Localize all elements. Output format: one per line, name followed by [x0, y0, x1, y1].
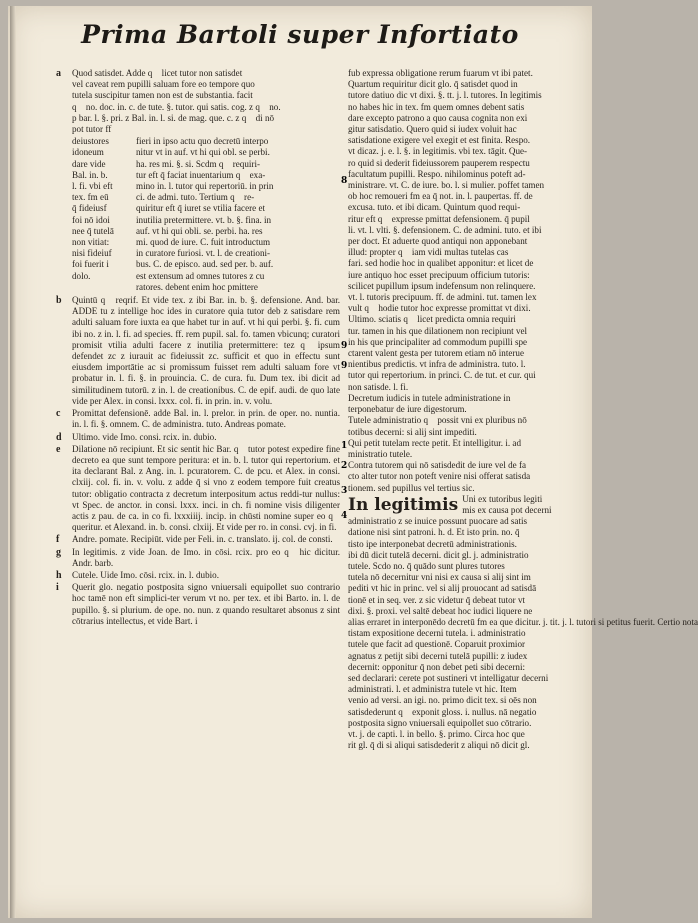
- text-line: dare vide: [72, 158, 106, 169]
- text-line: tionē et in seq. ver. z sic videtur q̄ debeat tutor vt: [348, 594, 526, 605]
- text-line: foi fuerit i: [72, 259, 109, 270]
- text-line: bus. C. de episco. aud. sed per. b. auf.: [136, 259, 274, 270]
- note-letter: h: [56, 569, 62, 581]
- note-letter: e: [56, 443, 61, 455]
- text-line: per doct. Et aduerte quod antiqui non apponebant: [348, 236, 528, 247]
- text-line: nee q̄ tutelā: [72, 225, 114, 236]
- text-line: idoneum: [72, 147, 104, 158]
- text-line: fari. sed hodie hoc in qualibet apponitur: et licet de: [348, 258, 534, 269]
- text-line: ministrare. vt. C. de iure. bo. l. si mulier. poffet tamen: [348, 180, 545, 191]
- book-page: [8, 6, 698, 918]
- text-line: pot tutor ff: [72, 124, 112, 135]
- text-line: datione nisi sint patroni. h. d. Et isto prin. no. q̄: [348, 527, 520, 538]
- text-line: ibi dū dicit tutelā decerni. dicit gl. j. administratio: [348, 549, 529, 560]
- note-text: Querit glo. negatio postposita signo vniuersali equipollet suo contrario hoc tamē non eft simplici-ter verum vt no. per tex. et ibi Barto. in. l. de pupillo. §. si plurium. de ope. no. nun. z quando resultaret absonus z sint cōtrarius intellectus, et vide Bart. i: [72, 582, 340, 626]
- text-line: p bar. l. §. pri. z Bal. in. l. si. de mag. que. c. z q᷑ di nō: [72, 112, 275, 123]
- text-line: nitur vt in auf. vt hi qui obl. se perbi.: [136, 147, 270, 158]
- text-line: vt. j. de capti. l. in bello. §. primo. Circa hoc que: [348, 728, 525, 739]
- text-line: Contra tutorem qui nō satisdedit de iure vel de fa: [348, 460, 527, 471]
- text-line: vult q᷑ hodie tutor hoc expresse promittat vt dixi.: [348, 303, 531, 314]
- text-line: postposita signo vniuersali equipollet suo cōtrario.: [348, 717, 532, 728]
- text-line: non satisde. l. fi.: [348, 381, 409, 392]
- left-column: [56, 68, 340, 628]
- gloss-block: [72, 136, 340, 293]
- gloss-note-e: [56, 443, 340, 534]
- gloss-note-d: [56, 431, 340, 443]
- gloss-main-text: [136, 136, 340, 293]
- text-line: venio ad versi. an igi. no. primo dicit tex. si oēs non: [348, 695, 537, 706]
- text-line: auf. vt hi qui obli. se. perbi. ha. res: [136, 225, 263, 236]
- margin-number: 9: [341, 341, 348, 351]
- text-line: illud: propter q᷑ iam vidi multas tutelas cas: [348, 247, 509, 258]
- note-letter: a: [56, 68, 61, 79]
- margin-number: 3: [341, 486, 348, 496]
- note-letter: f: [56, 534, 60, 546]
- text-line: dolo.: [72, 270, 91, 281]
- note-text: Dilatione nō recipiunt. Et sic sentit hic Bar. q᷑ tutor potest expedire fine decreto ea que sunt tempore peritura: et in. b. l. tutor qui repertorium. et ita declarant Bal. z Ang. in. l. pcuratorem. C. de pcu. et Alex. in consi. clxiij. col. fi. in. v. volu. z adde q̄ si vno z eodem tempore fuit creatus tutor: obligatio contracta z decretum interpositum actus reddi-tur nullus: vt Spec. de anctor. in consi. lxxx. inci. in ch. fi nomine visis diligenter actis z pau. de ca. in co fi. lxxxiiij. incip. in chūsti nomine super eo q᷑ queritur. et Alexand. in. b. consi. clxiij. Et vide per ro. in consi. cvj. in fi.: [72, 443, 340, 533]
- note-text: In legitimis. z vide Joan. de Imo. in cōsi. rcix. pro eo q᷑ hic dicitur. Andr. barb.: [72, 546, 340, 568]
- note-text: Ultimo. vide Imo. consi. rcix. in. dubio.: [72, 431, 217, 442]
- text-line: satisdederunt q᷑ exponit gloss. i. nullus. nā negatio: [348, 706, 537, 717]
- gloss-note-c: [56, 408, 340, 430]
- text-line: Quod satisdet. Adde q᷑ licet tutor non satisdet: [72, 68, 243, 78]
- text-line: pediti vt hic in princ. vel si alij prouocant ad satisdā: [348, 583, 537, 594]
- page-crease: [10, 6, 16, 918]
- text-line: li. vt. l. vlti. §. defensionem. C. de admini. tuto. et ibi: [348, 224, 542, 235]
- gloss-note-a: [56, 68, 340, 135]
- text-line: totibus decerni: si alij sint impediti.: [348, 426, 477, 437]
- gloss-note-f: [56, 534, 340, 546]
- text-line: tur eft q̄ faciat inuentarium q᷑ exa-: [136, 169, 266, 180]
- rubric-heading: In legitimis: [348, 494, 459, 515]
- rubric-row: [348, 494, 570, 516]
- text-line: ctarent valent gesta per tutorem etiam nō interue: [348, 348, 524, 359]
- text-line: est extensum ad omnes tutores z cu: [136, 270, 265, 281]
- text-line: Qui petit tutelam recte petit. Et intelligitur. i. ad: [348, 437, 521, 448]
- text-line: ci. de admi. tuto. Tertium q᷑ re-: [136, 192, 255, 203]
- text-line: Quartum requiritur dicit glo. q̄ satisdet quod in: [348, 79, 518, 90]
- text-line: administratio z se inuice possunt puocare ad satis: [348, 516, 528, 527]
- after-rubric-text: [348, 516, 698, 751]
- text-line: administrati. l. et administra tutele vt hic. Item: [348, 684, 517, 695]
- text-line: alias erraret in interponēdo decretū fm ea que dicitur. j. tit. j. l. tutori si petitus fuerit. Certio nota: [348, 616, 698, 627]
- text-line: gitur satisdatio. Quero quid si iudex voluit hac: [348, 124, 517, 135]
- text-line: mis ex causa pot decerni: [462, 504, 552, 515]
- note-text: Quintū q᷑ reqrif. Et vide tex. z ibi Bar. in. b. §. defensione. And. bar. ADDE tu z intellige hoc ides in curatore quia tutor deb z satisdare rem adulti saluam fore iuxta ea que habet tur in auf. vt hi qui perbi. §. fi. cum ibi no. z in. l. fi. ad species. ff. rem pupil. sal. fo. tamen vbicunq; curatori promisit vtilia adulti facere z inutilia pretermittere: tez q᷑ ipsum defendet zc z iurauit ac fideiussit zc. sufficit et quo in effectu sunt eiusdem importātie ac si promissum fuisset rem adulti saluam fore vt probatur in. l. fi. §. in prouincia. C. de cura. fu. Dum tex. ibi dicit ad similitudinem tutorū. z in. l. de creationibus. C. de epif. audi. de quo late vide per Alex. in consi. lxxx. col. fi. in prin. in. v. volu.: [72, 295, 340, 406]
- text-line: mino in. l. tutor qui repertoriū. in prin: [136, 181, 274, 192]
- text-line: tutela suscipitur tamen non est de substantia. facit: [72, 90, 253, 101]
- note-text: Promittat defensionē. adde Bal. in. l. prelor. in prin. de oper. no. nuntia. in. l. fi. §. omnem. C. de administra. tuto. Andreas pomate.: [72, 408, 340, 430]
- note-letter: b: [56, 295, 62, 307]
- text-line: ob hoc remoueri fm ea q̄ not. in. l. paupertas. ff. de: [348, 191, 533, 202]
- text-line: q̄ fideiusf: [72, 203, 107, 214]
- text-line: satisdatione exigere vel exegit et est finita. Respo.: [348, 135, 531, 146]
- text-line: tur. tamen in his que dilationem non recipiunt vel: [348, 325, 528, 336]
- text-line: cto alter tutor non poteft venire nisi offerat satisda: [348, 471, 531, 482]
- text-line: no habes hic in tex. fm quem omnes debent satis: [348, 101, 525, 112]
- text-line: facultatum pupilli. Respo. nihilominus poteft ad-: [348, 168, 526, 179]
- text-line: tutele. Scdo no. q̄ quādo sunt plures tutores: [348, 560, 505, 571]
- text-line: in his que principaliter ad commodum pupilli spe: [348, 336, 528, 347]
- text-line: non vitiat:: [72, 237, 110, 248]
- text-line: vt dicaz. j. e. l. §. in legitimis. vbi tex. tāgit. Que-: [348, 146, 528, 157]
- gloss-notes: [56, 295, 340, 627]
- text-line: q᷑ no. doc. in. c. de tute. §. tutor. qui satis. cog. z q᷑ no.: [72, 101, 281, 112]
- margin-number: 8: [341, 176, 348, 186]
- text-line: agnatus z petijt sibi decerni tutelā pupilli: z iudex: [348, 650, 528, 661]
- text-line: vel caveat rem pupilli saluam fore eo tempore quo: [72, 79, 255, 90]
- text-line: ratores. debent enim hoc pmittere: [136, 281, 258, 292]
- text-line: Decretum iudicis in tutele administratione in: [348, 392, 511, 403]
- text-line: Tutele administratio q᷑ possit vni ex pluribus nō: [348, 415, 527, 426]
- text-line: Ultimo. sciatis q᷑ licet predicta omnia requiri: [348, 314, 516, 325]
- text-line: rit gl. q̄ di si aliqui satisdederit z aliqui nō dicit gl.: [348, 740, 530, 751]
- text-line: ritur eft q᷑ expresse pmittat defensionem. q̄ pupil: [348, 213, 530, 224]
- text-line: sed declarari: cerete pot sustineri vt intelligatur decerni: [348, 672, 549, 683]
- text-line: in curatore furiosi. vt. l. de creationi-: [136, 248, 271, 259]
- text-line: nisi fideiuf: [72, 248, 112, 259]
- note-letter: i: [56, 582, 59, 594]
- margin-number: 1: [341, 441, 348, 451]
- gloss-note-b: [56, 295, 340, 407]
- text-line: Uni ex tutoribus legiti: [462, 493, 543, 504]
- gloss-side-text: [72, 136, 132, 293]
- text-line: tutela nō decernitur vni nisi ex causa si alij sint im: [348, 572, 531, 583]
- text-line: foi nō idoi: [72, 214, 110, 225]
- text-line: Bal. in. b.: [72, 169, 108, 180]
- right-text: [348, 68, 570, 494]
- text-line: iure antiquo hoc esset precipuum officium tutoris:: [348, 269, 530, 280]
- text-line: ha. res mi. §. si. Scdm q᷑ requiri-: [136, 158, 261, 169]
- gloss-note-i: [56, 582, 340, 627]
- note-letter: g: [56, 546, 61, 558]
- text-line: nientibus predictis. vt infra de administra. tuto. l.: [348, 359, 526, 370]
- margin-number: 9: [341, 361, 348, 371]
- text-line: tionem. sed pupillus vel tertius sic.: [348, 482, 475, 493]
- text-line: tistam expositione decerni tutela. i. administratio: [348, 628, 526, 639]
- note-letter: d: [56, 431, 62, 443]
- text-line: fieri in ipso actu quo decretū interpo: [136, 136, 269, 147]
- note-text: Andre. pomate. Recipiūt. vide per Feli. in. c. translato. ij. col. de consti.: [72, 534, 333, 545]
- right-column: [348, 68, 698, 751]
- text-line: tex. fm eū: [72, 192, 109, 203]
- text-line: ro quid si dederit fideiussorem pauperem respectu: [348, 157, 530, 168]
- text-line: fub expressa obligatione rerum fuarum vt ibi patet.: [348, 68, 533, 78]
- text-line: decernit: opponitur q̄ non debet peti sibi decerni:: [348, 661, 526, 672]
- text-line: tutele que facit ad questionē. Coparuit proximior: [348, 639, 526, 650]
- text-line: tutore datiuo dic vt dixi. §. tt. j. l. tutores. In legitimis: [348, 90, 542, 101]
- margin-number: 4: [341, 511, 348, 521]
- text-line: inutilia pretermittere. vt. b. §. fina. in: [136, 214, 272, 225]
- text-line: dare excepto patrono a quo causa cognita non exi: [348, 112, 528, 123]
- text-line: l. fi. vbi eft: [72, 181, 113, 192]
- text-line: quiritur eft q̄ iuret se vtilia facere et: [136, 203, 266, 214]
- note-text: Cutele. Uide Imo. cōsi. rcix. in. l. dubio.: [72, 569, 219, 580]
- running-head: Prima Bartoli super Infortiato: [81, 20, 519, 49]
- margin-number: 2: [341, 461, 348, 471]
- text-line: deiustores: [72, 136, 109, 147]
- text-line: dixi. §. proxi. vel saltē debeat hoc iudici liquere ne: [348, 605, 533, 616]
- text-line: vt. l. tutoris precipuum. ff. de admini. tut. tamen lex: [348, 292, 537, 303]
- text-line: scilicet pupillum ipsum indefensum non relinquere.: [348, 280, 536, 291]
- text-line: ministratio tutele.: [348, 448, 413, 459]
- gloss-note-g: [56, 546, 340, 569]
- text-line: tisto ipe interponebat decretū administrationis.: [348, 538, 517, 549]
- text-line: terponebatur de iure digestorum.: [348, 404, 467, 415]
- gloss-note-h: [56, 569, 340, 581]
- note-letter: c: [56, 408, 61, 420]
- rubric-side-text: [462, 494, 551, 516]
- text-line: excusa. tuto. et ibi dicam. Quintum quod requi-: [348, 202, 521, 213]
- text-line: mi. quod de iure. C. fuit introductum: [136, 237, 271, 248]
- text-line: tutor qui repertorium. in princi. C. de tut. et cur. qui: [348, 370, 536, 381]
